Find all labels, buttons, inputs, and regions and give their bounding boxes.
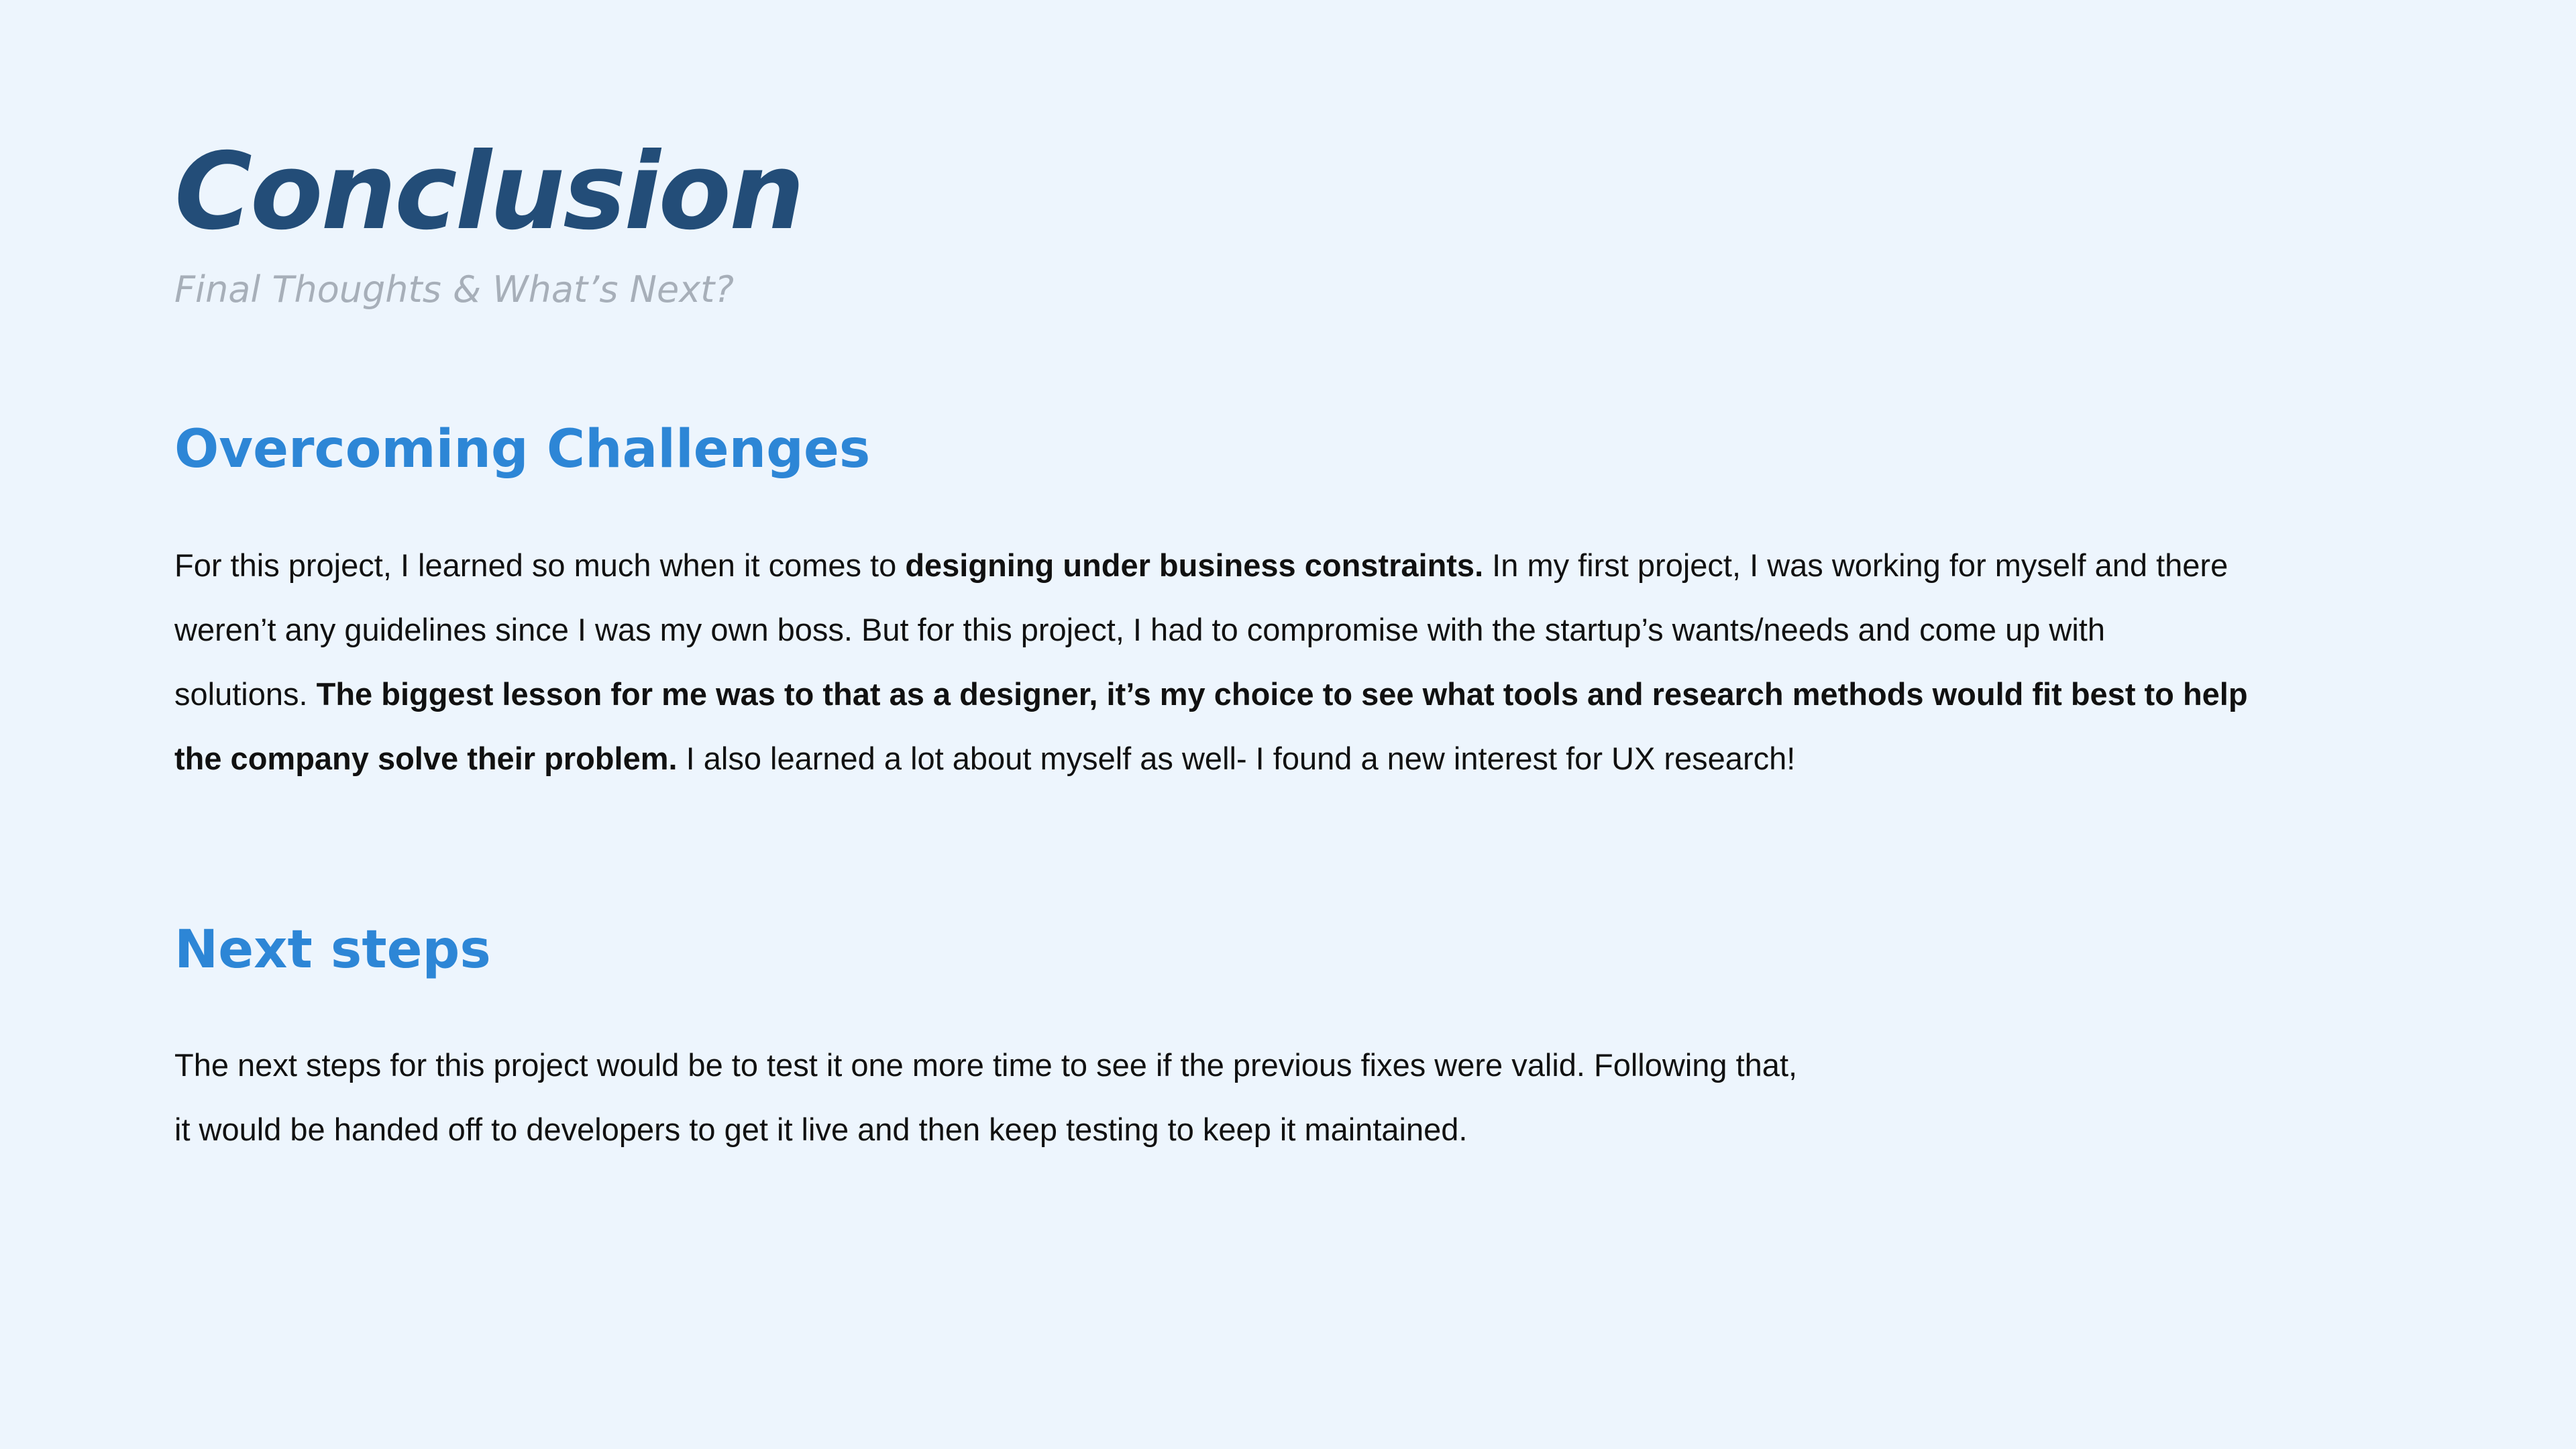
next-steps-heading: Next steps xyxy=(174,920,491,980)
challenges-line-2: weren’t any guidelines since I was my own boss. But for this project, I had to compromise with the startup’s wants/needs and come up with xyxy=(174,612,2105,647)
challenges-line-4-bold-text: the company solve their problem. xyxy=(174,741,678,776)
challenges-line-3-bold-text: The biggest lesson for me was to that as a designer, it’s my choice to see what tools and research methods would fit best to help xyxy=(316,676,2248,712)
page-title: Conclusion xyxy=(174,130,803,254)
challenges-line-4-text-end: I also learned a lot about myself as well- I found a new interest for UX research! xyxy=(677,741,1796,776)
challenges-line-1-text-start: For this project, I learned so much when it comes to xyxy=(174,547,906,583)
next-steps-paragraph xyxy=(174,1033,2415,1162)
next-steps-line-2: it would be handed off to developers to get it live and then keep testing to keep it maintained. xyxy=(174,1112,1468,1147)
overcoming-challenges-paragraph xyxy=(174,533,2415,791)
page-subtitle: Final Thoughts & What’s Next? xyxy=(174,268,735,311)
challenges-line-3-text-start: solutions. xyxy=(174,676,317,712)
overcoming-challenges-heading: Overcoming Challenges xyxy=(174,419,871,480)
challenges-line-4 xyxy=(174,727,2415,791)
conclusion-page xyxy=(174,0,2415,1449)
next-steps-line-1: The next steps for this project would be to test it one more time to see if the previous fixes were valid. Following that, xyxy=(174,1047,1798,1083)
challenges-line-1-text-end: In my first project, I was working for myself and there xyxy=(1483,547,2229,583)
challenges-line-1 xyxy=(174,533,2415,598)
challenges-line-1-bold-text: designing under business constraints. xyxy=(905,547,1484,583)
challenges-line-3 xyxy=(174,662,2415,727)
